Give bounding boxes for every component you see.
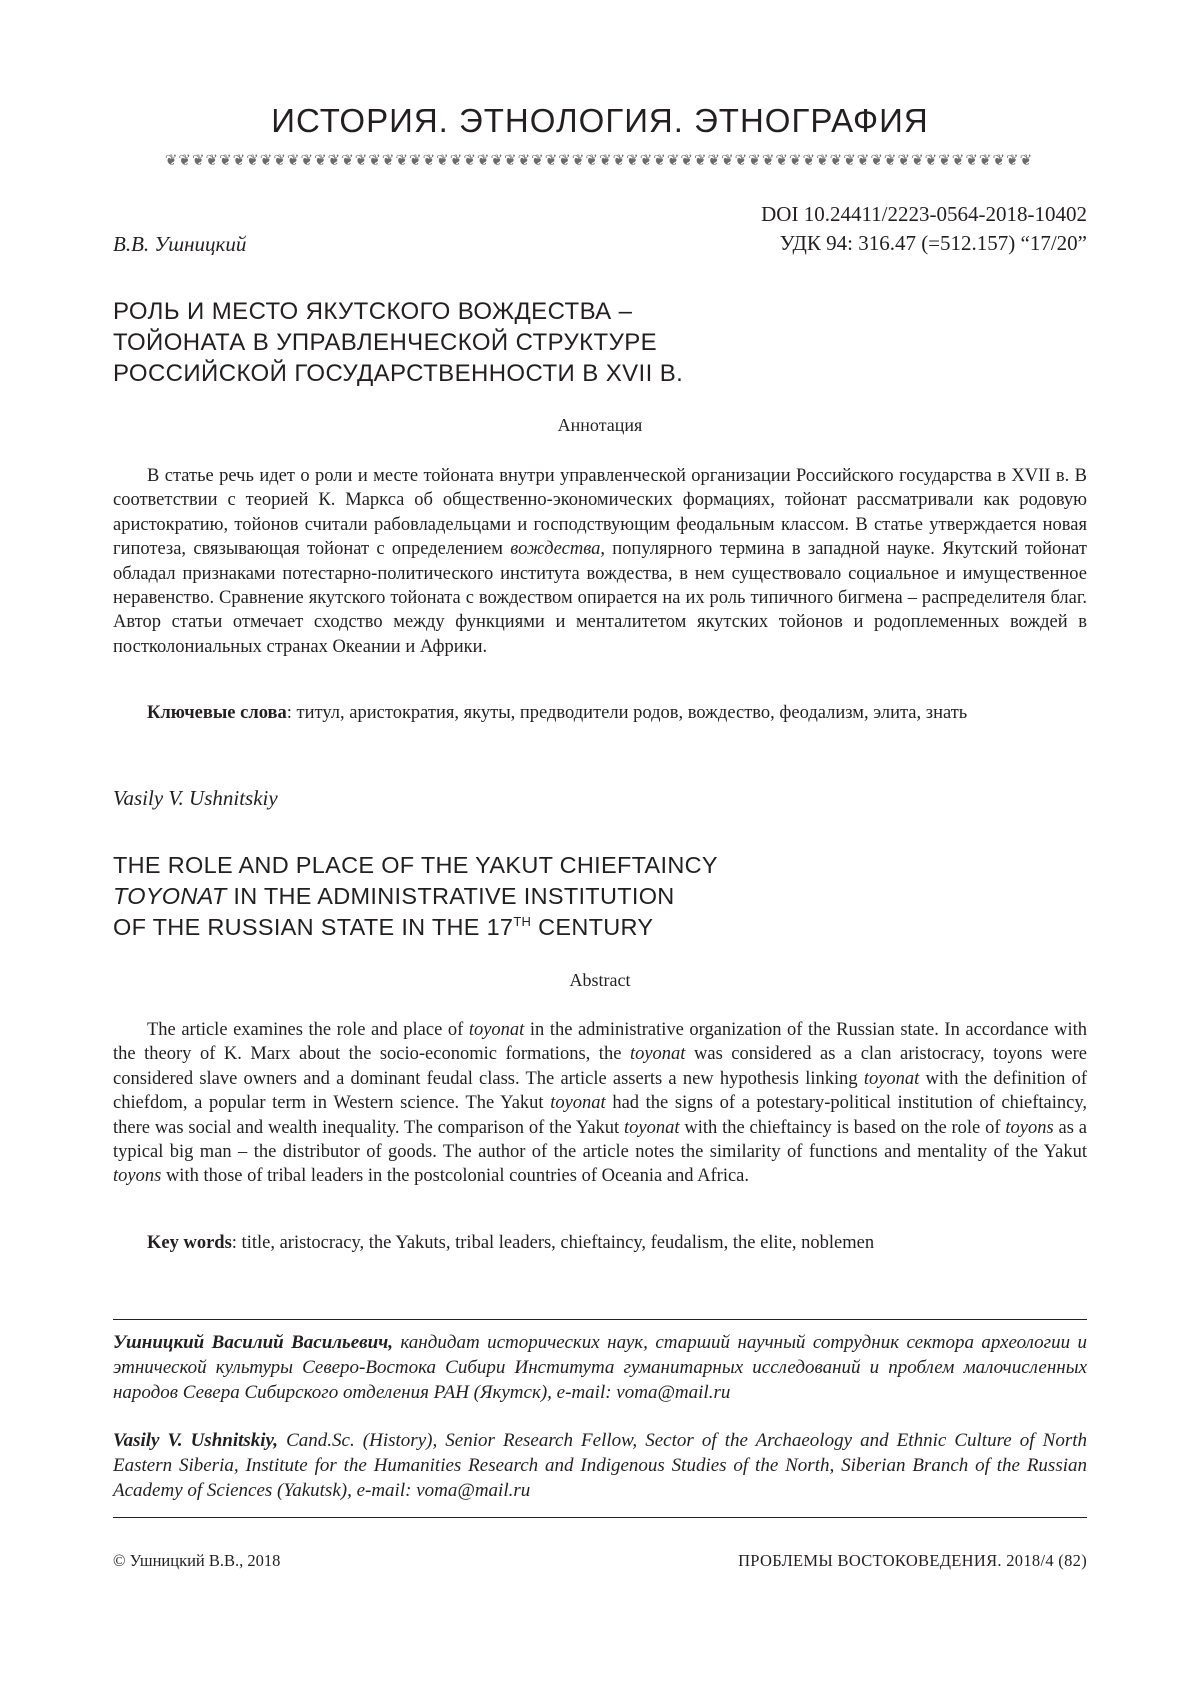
annotation-part: В статье речь идет о роли и месте тойоната внутри управленческой организации Российского государства в XVII в. В соответствии с теорией К. Маркса об общественно-экономических формациях, тойонат рассматривали как родовую аристократию, тойонов считали рабовладельцами и господствующим феодальным классом. В статье утверждается новая гипотеза, связывающая тойонат с определением xyxy=(113,466,1087,560)
title-en-italic: TOYONAT xyxy=(113,883,227,909)
title-en-line: THE ROLE AND PLACE OF THE YAKUT CHIEFTAINCY xyxy=(113,852,718,878)
abstract-part: in the administrative organization of the Russian state. In accordance with the theory of K. Marx about the socio-economic formations, the xyxy=(113,1020,1087,1065)
annotation-italic-term: вождества xyxy=(510,539,601,560)
author-ru: В.В. Ушницкий xyxy=(113,232,247,256)
section-title: ИСТОРИЯ. ЭТНОЛОГИЯ. ЭТНОГРАФИЯ xyxy=(271,102,929,139)
abstract-italic-term: toyonat xyxy=(863,1068,920,1089)
title-en-superscript: TH xyxy=(513,914,532,929)
title-en-text: IN THE ADMINISTRATIVE INSTITUTION xyxy=(226,883,675,909)
author-bio-en xyxy=(113,1428,1087,1503)
bio-text: Cand.Sc. (History), Senior Research Fellow, Sector of the Archaeology and Ethnic Culture of North Eastern Siberia, Institute for the Humanities Research and Indigenous Studies of the North, Siberian Branch of the Russian Academy of Sciences (Yakutsk), e-mail: voma@mail.ru xyxy=(113,1430,1087,1501)
keywords-list: : title, aristocracy, the Yakuts, tribal leaders, chieftaincy, feudalism, the elite, noblemen xyxy=(231,1233,875,1253)
abstract-part: The article examines the role and place of xyxy=(147,1020,469,1040)
keywords-label: Ключевые слова xyxy=(147,703,287,723)
keywords-ru xyxy=(147,703,967,724)
abstract-text xyxy=(113,1018,1087,1189)
abstract-italic-term: toyons xyxy=(1005,1117,1054,1138)
abstract-italic-term: toyonat xyxy=(624,1117,680,1138)
title-ru-line: РОЛЬ И МЕСТО ЯКУТСКОГО ВОЖДЕСТВА – xyxy=(113,298,633,325)
keywords-en xyxy=(147,1233,874,1254)
doi-line: DOI 10.24411/2223-0564-2018-10402 xyxy=(761,202,1087,226)
bio-name: Ушницкий Василий Васильевич, xyxy=(113,1332,393,1353)
article-title-en xyxy=(113,850,913,943)
abstract-part: with the definition of chiefdom, a popular term in Western science. The Yakut xyxy=(113,1068,1087,1114)
journal-issue: ПРОБЛЕМЫ ВОСТОКОВЕДЕНИЯ. 2018/4 (82) xyxy=(738,1551,1087,1570)
title-en-text: OF THE RUSSIAN STATE IN THE 17 xyxy=(113,914,514,940)
annotation-heading: Аннотация xyxy=(557,415,643,435)
annotation-part: , популярного термина в западной науке. Якутский тойонат обладал признаками потестарно-политического института вождества, в нем существовало социальное и имущественное неравенство. Сравнение якутского тойоната с вождеством опирается на их роль типичного бигмена – распределителя благ. Автор статьи отмечает сходство между функциями и менталитетом якутских тойонов и родоплеменных вождей в постколониальных странах Океании и Африки. xyxy=(113,539,1087,657)
annotation-text xyxy=(113,464,1087,659)
abstract-italic-term: toyonat xyxy=(468,1020,525,1040)
abstract-part: with those of tribal leaders in the postcolonial countries of Oceania and Africa. xyxy=(161,1166,750,1187)
abstract-part: with the chieftaincy is based on the role of xyxy=(679,1117,1006,1138)
divider-top xyxy=(113,1319,1087,1320)
copyright-note: © Ушницкий В.В., 2018 xyxy=(113,1551,281,1570)
bio-name: Vasily V. Ushnitskiy, xyxy=(113,1430,279,1451)
title-en-line xyxy=(113,912,913,943)
abstract-heading: Abstract xyxy=(569,970,631,990)
abstract-italic-term: toyons xyxy=(113,1166,162,1187)
article-title-ru xyxy=(113,296,913,389)
udk-line: УДК 94: 316.47 (=512.157) “17/20” xyxy=(779,231,1087,255)
divider-bottom xyxy=(113,1517,1087,1518)
abstract-part: had the signs of a potestary-political institution of chieftaincy, there was social and wealth inequality. The comparison of the Yakut xyxy=(113,1093,1087,1138)
author-bio-ru xyxy=(113,1330,1087,1405)
title-en-text: CENTURY xyxy=(531,914,654,940)
ornament-border: ❦❦❦❦❦❦❦❦❦❦❦❦❦❦❦❦❦❦❦❦❦❦❦❦❦❦❦❦❦❦❦❦❦❦❦❦❦❦❦❦❦❦❦❦❦❦❦❦❦❦❦❦❦❦❦❦❦❦❦❦❦❦❦❦ xyxy=(164,153,1034,169)
title-ru-line: ТОЙОНАТА В УПРАВЛЕНЧЕСКОЙ СТРУКТУРЕ xyxy=(113,329,658,356)
abstract-italic-term: toyonat xyxy=(629,1044,686,1065)
title-en-line xyxy=(113,881,913,912)
title-ru-line: РОССИЙСКОЙ ГОСУДАРСТВЕННОСТИ В XVII В. xyxy=(113,360,684,387)
keywords-label: Key words xyxy=(147,1233,232,1253)
abstract-part: was considered as a clan aristocracy, toyons were considered slave owners and a dominant feudal class. The article asserts a new hypothesis linking xyxy=(113,1044,1087,1089)
author-en: Vasily V. Ushnitskiy xyxy=(113,786,278,810)
keywords-list: : титул, аристократия, якуты, предводители родов, вождество, феодализм, элита, знать xyxy=(286,703,968,723)
abstract-part: as a typical big man – the distributor of goods. The author of the article notes the similarity of functions and mentality of the Yakut xyxy=(113,1117,1087,1163)
bio-text: кандидат исторических наук, старший научный сотрудник сектора археологии и этнической культуры Северо-Востока Сибири Института гуманитарных исследований и проблем малочисленных народов Севера Сибирского отделения РАН (Якутск), e-mail: voma@mail.ru xyxy=(113,1332,1088,1403)
abstract-italic-term: toyonat xyxy=(550,1093,606,1114)
